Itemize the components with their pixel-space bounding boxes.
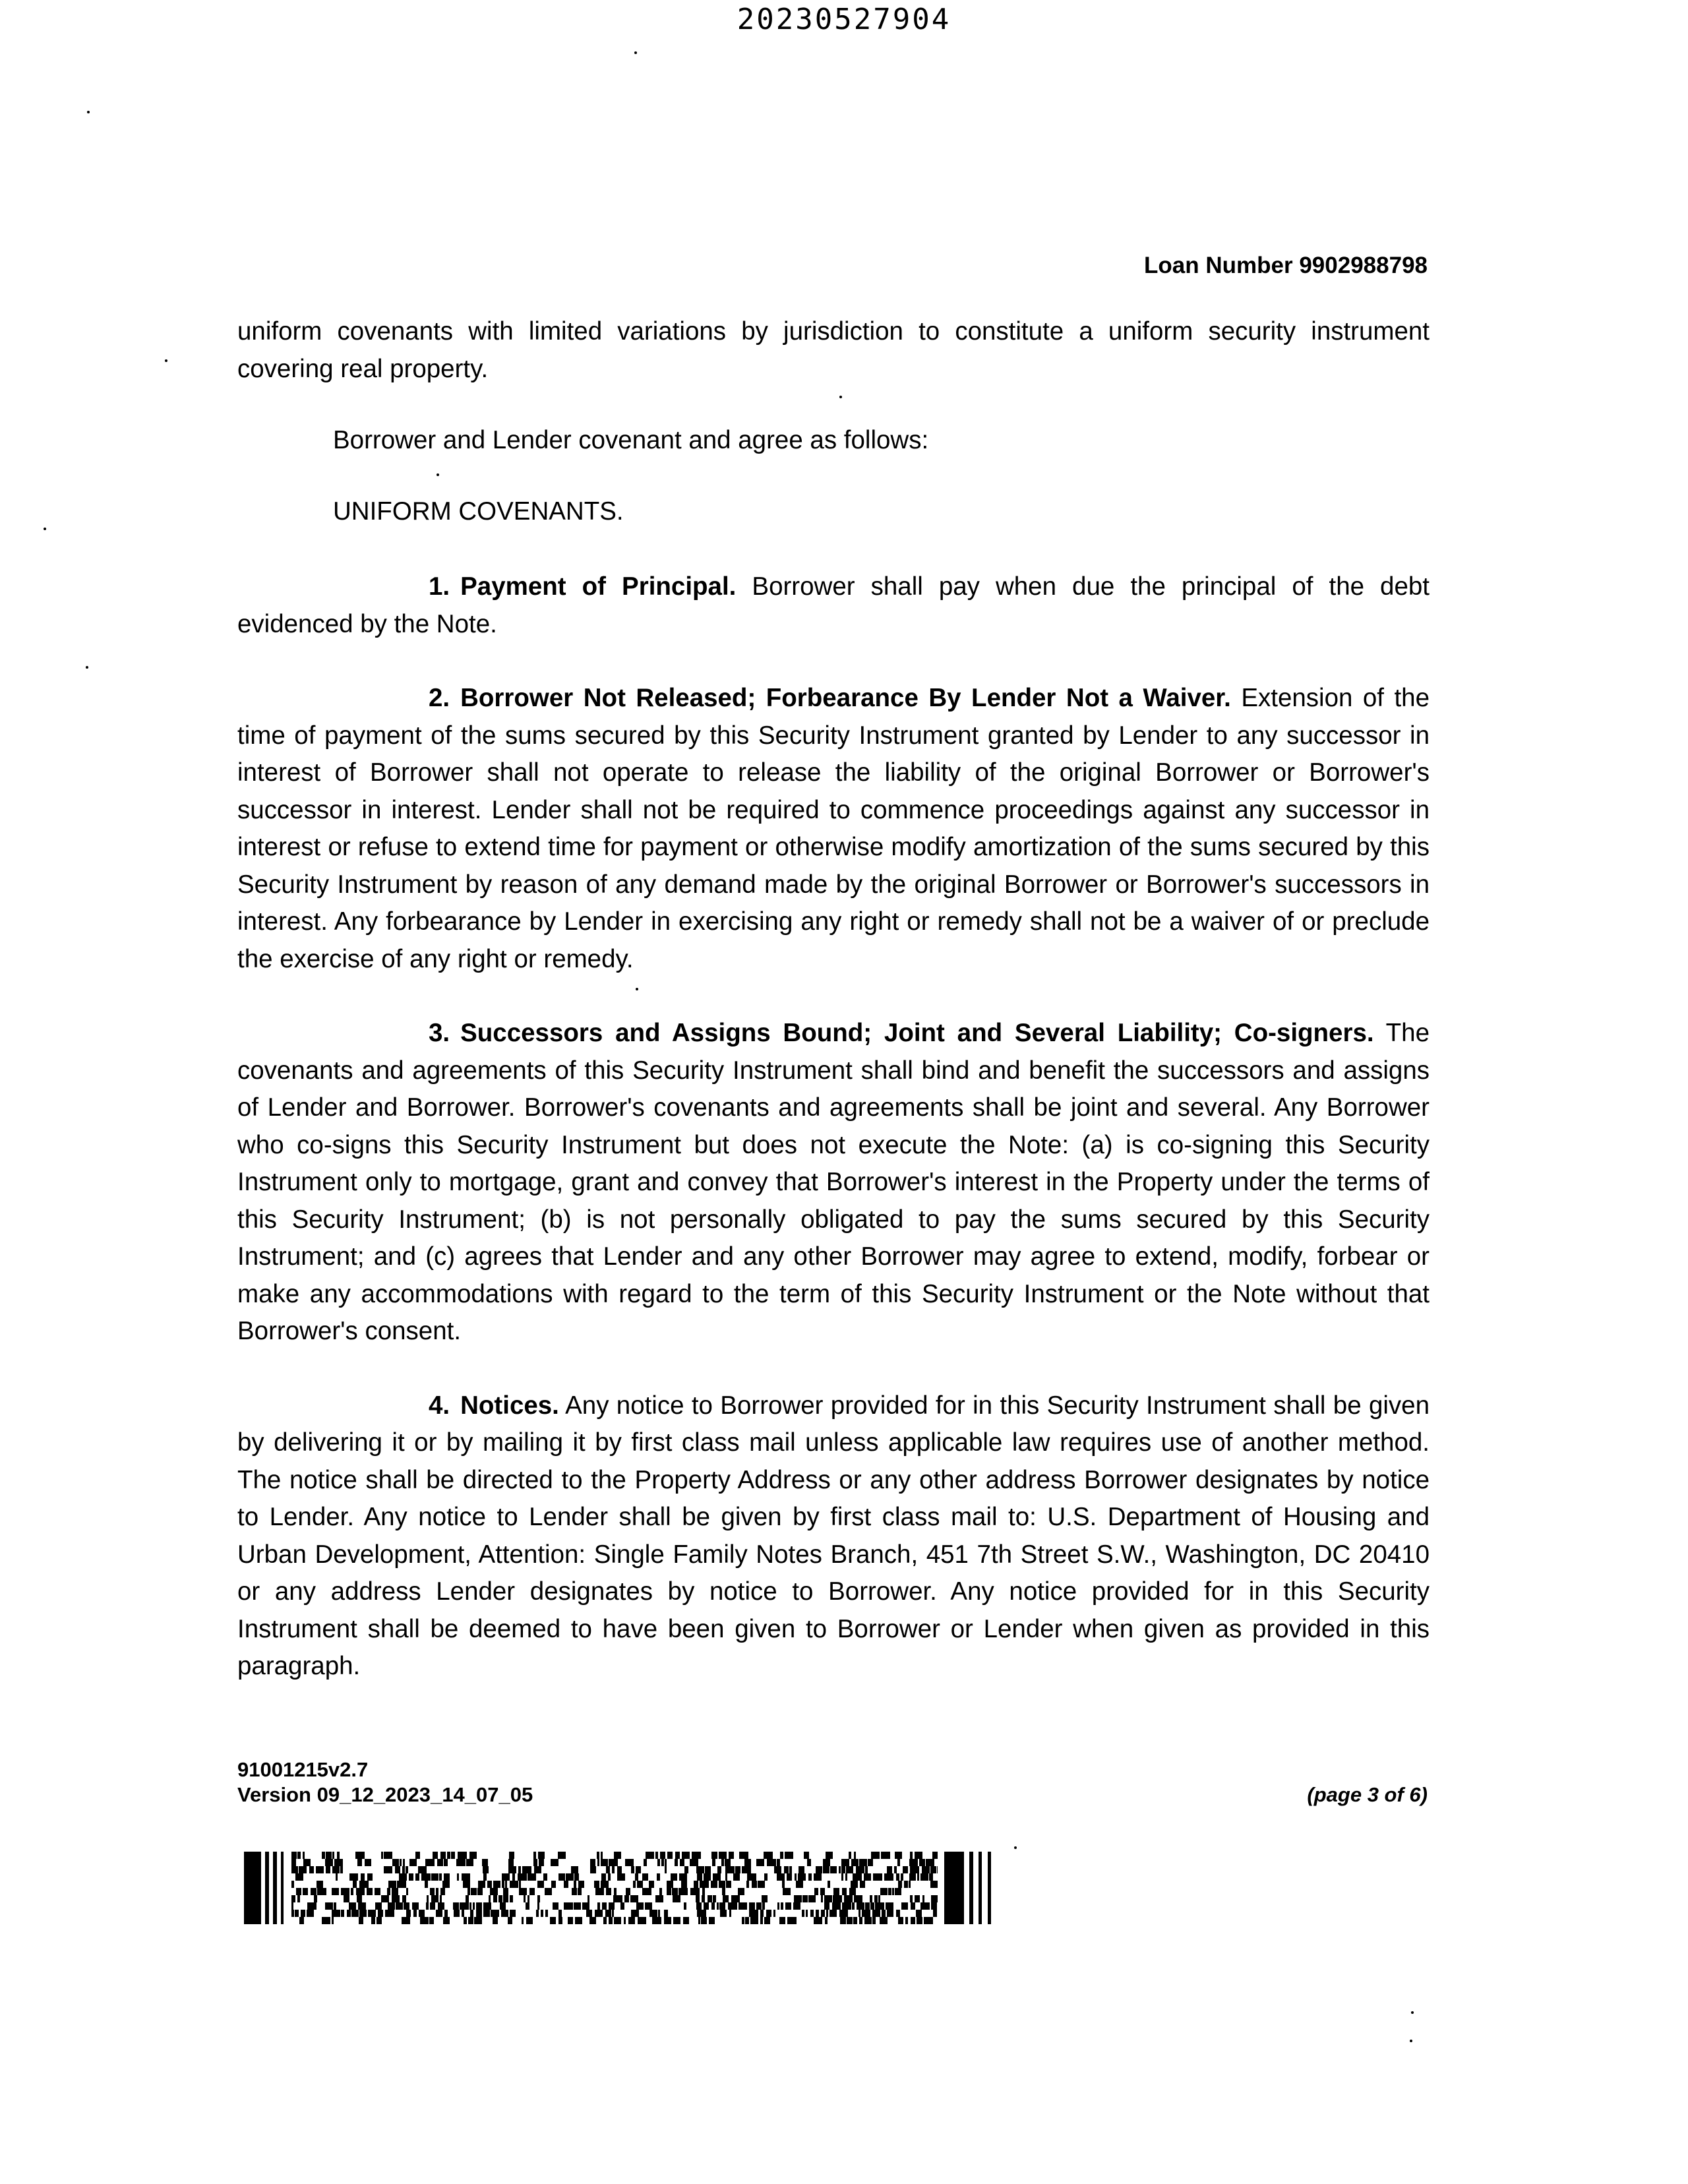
covenant-number: 2. (429, 684, 450, 712)
covenant-number: 3. (429, 1019, 450, 1047)
scan-speck (1411, 2011, 1414, 2014)
scan-speck (839, 396, 842, 398)
scan-speck (1410, 2040, 1412, 2042)
covenant-number: 4. (429, 1391, 450, 1420)
scan-speck (1014, 1846, 1017, 1849)
covenant-3 (237, 1015, 1430, 1350)
covenant-text: Extension of the time of payment of the sums secured by this Security Instrument granted by Lender to any successor in interest of Borrower shall not operate to release the liability of the original Borrower or Borrower's successor in interest. Lender shall not be required to commence proceedings against any successor in interest or refuse to extend time for payment or otherwise modify amortization of the sums secured by this Security Instrument by reason of any demand made by the original Borrower or Borrower's successors in interest. Any forbearance by Lender in exercising any right or remedy shall not be a waiver of or preclude the exercise of any right or remedy. (237, 684, 1430, 973)
covenant-title: Payment of Principal. (460, 572, 737, 601)
version-stamp: Version 09_12_2023_14_07_05 (237, 1783, 533, 1806)
covenant-title: Borrower Not Released; Forbearance By Lender Not a Waiver. (460, 684, 1231, 712)
covenant-title: Successors and Assigns Bound; Joint and Several Liability; Co-signers. (460, 1019, 1374, 1047)
scan-speck (437, 473, 439, 476)
agree-paragraph: Borrower and Lender covenant and agree as follows: (333, 426, 929, 454)
scan-speck (165, 359, 167, 362)
pdf417-barcode-icon (244, 1852, 996, 1924)
covenant-text: Any notice to Borrower provided for in this Security Instrument shall be given by delivering it or by mailing it by first class mail unless applicable law requires use of another method. The notice shall be directed to the Property Address or any other address Borrower designates by notice to Lender. Any notice to Lender shall be given by first class mail to: U.S. Department of Housing and Urban Development, Attention: Single Family Notes Branch, 451 7th Street S.W., Washington, DC 20410 or any address Lender designates by notice to Borrower. Any notice provided for in this Security Instrument shall be deemed to have been given to Borrower or Lender when given as provided in this paragraph. (237, 1391, 1430, 1680)
scan-speck (634, 51, 637, 54)
covenant-4 (237, 1387, 1430, 1685)
scan-speck (87, 111, 90, 113)
covenant-title: Notices. (460, 1391, 559, 1420)
covenant-text: The covenants and agreements of this Security Instrument shall bind and benefit the successors and assigns of Lender and Borrower. Borrower's covenants and agreements shall be joint and several. Any Borrower who co-signs this Security Instrument but does not execute the Note: (a) is co-signing this Security Instrument only to mortgage, grant and convey that Borrower's interest in the Property under the terms of this Security Instrument; (b) is not personally obligated to pay the sums secured by this Security Instrument; and (c) agrees that Lender and any other Borrower may agree to extend, modify, forbear or make any accommodations with regard to the term of this Security Instrument or the Note without that Borrower's consent. (237, 1019, 1430, 1345)
intro-paragraph: uniform covenants with limited variations by jurisdiction to constitute a uniform security instrument covering real property. (237, 317, 1430, 383)
covenant-2 (237, 680, 1430, 978)
covenant-1 (237, 568, 1430, 643)
loan-number: Loan Number 9902988798 (1144, 253, 1428, 278)
covenant-text: Borrower shall pay when due the principal of the debt evidenced by the Note. (237, 572, 1430, 638)
scan-speck (86, 666, 88, 669)
covenant-number: 1. (429, 572, 450, 601)
recording-number: 20230527904 (737, 3, 951, 36)
scan-speck (44, 528, 46, 530)
uniform-covenants-heading: UNIFORM COVENANTS. (333, 497, 624, 526)
scan-speck (636, 988, 638, 990)
document-body (237, 313, 1430, 1685)
form-code: 91001215v2.7 (237, 1758, 369, 1781)
footer-form-info (237, 1757, 533, 1807)
page-indicator: (page 3 of 6) (1307, 1783, 1428, 1806)
